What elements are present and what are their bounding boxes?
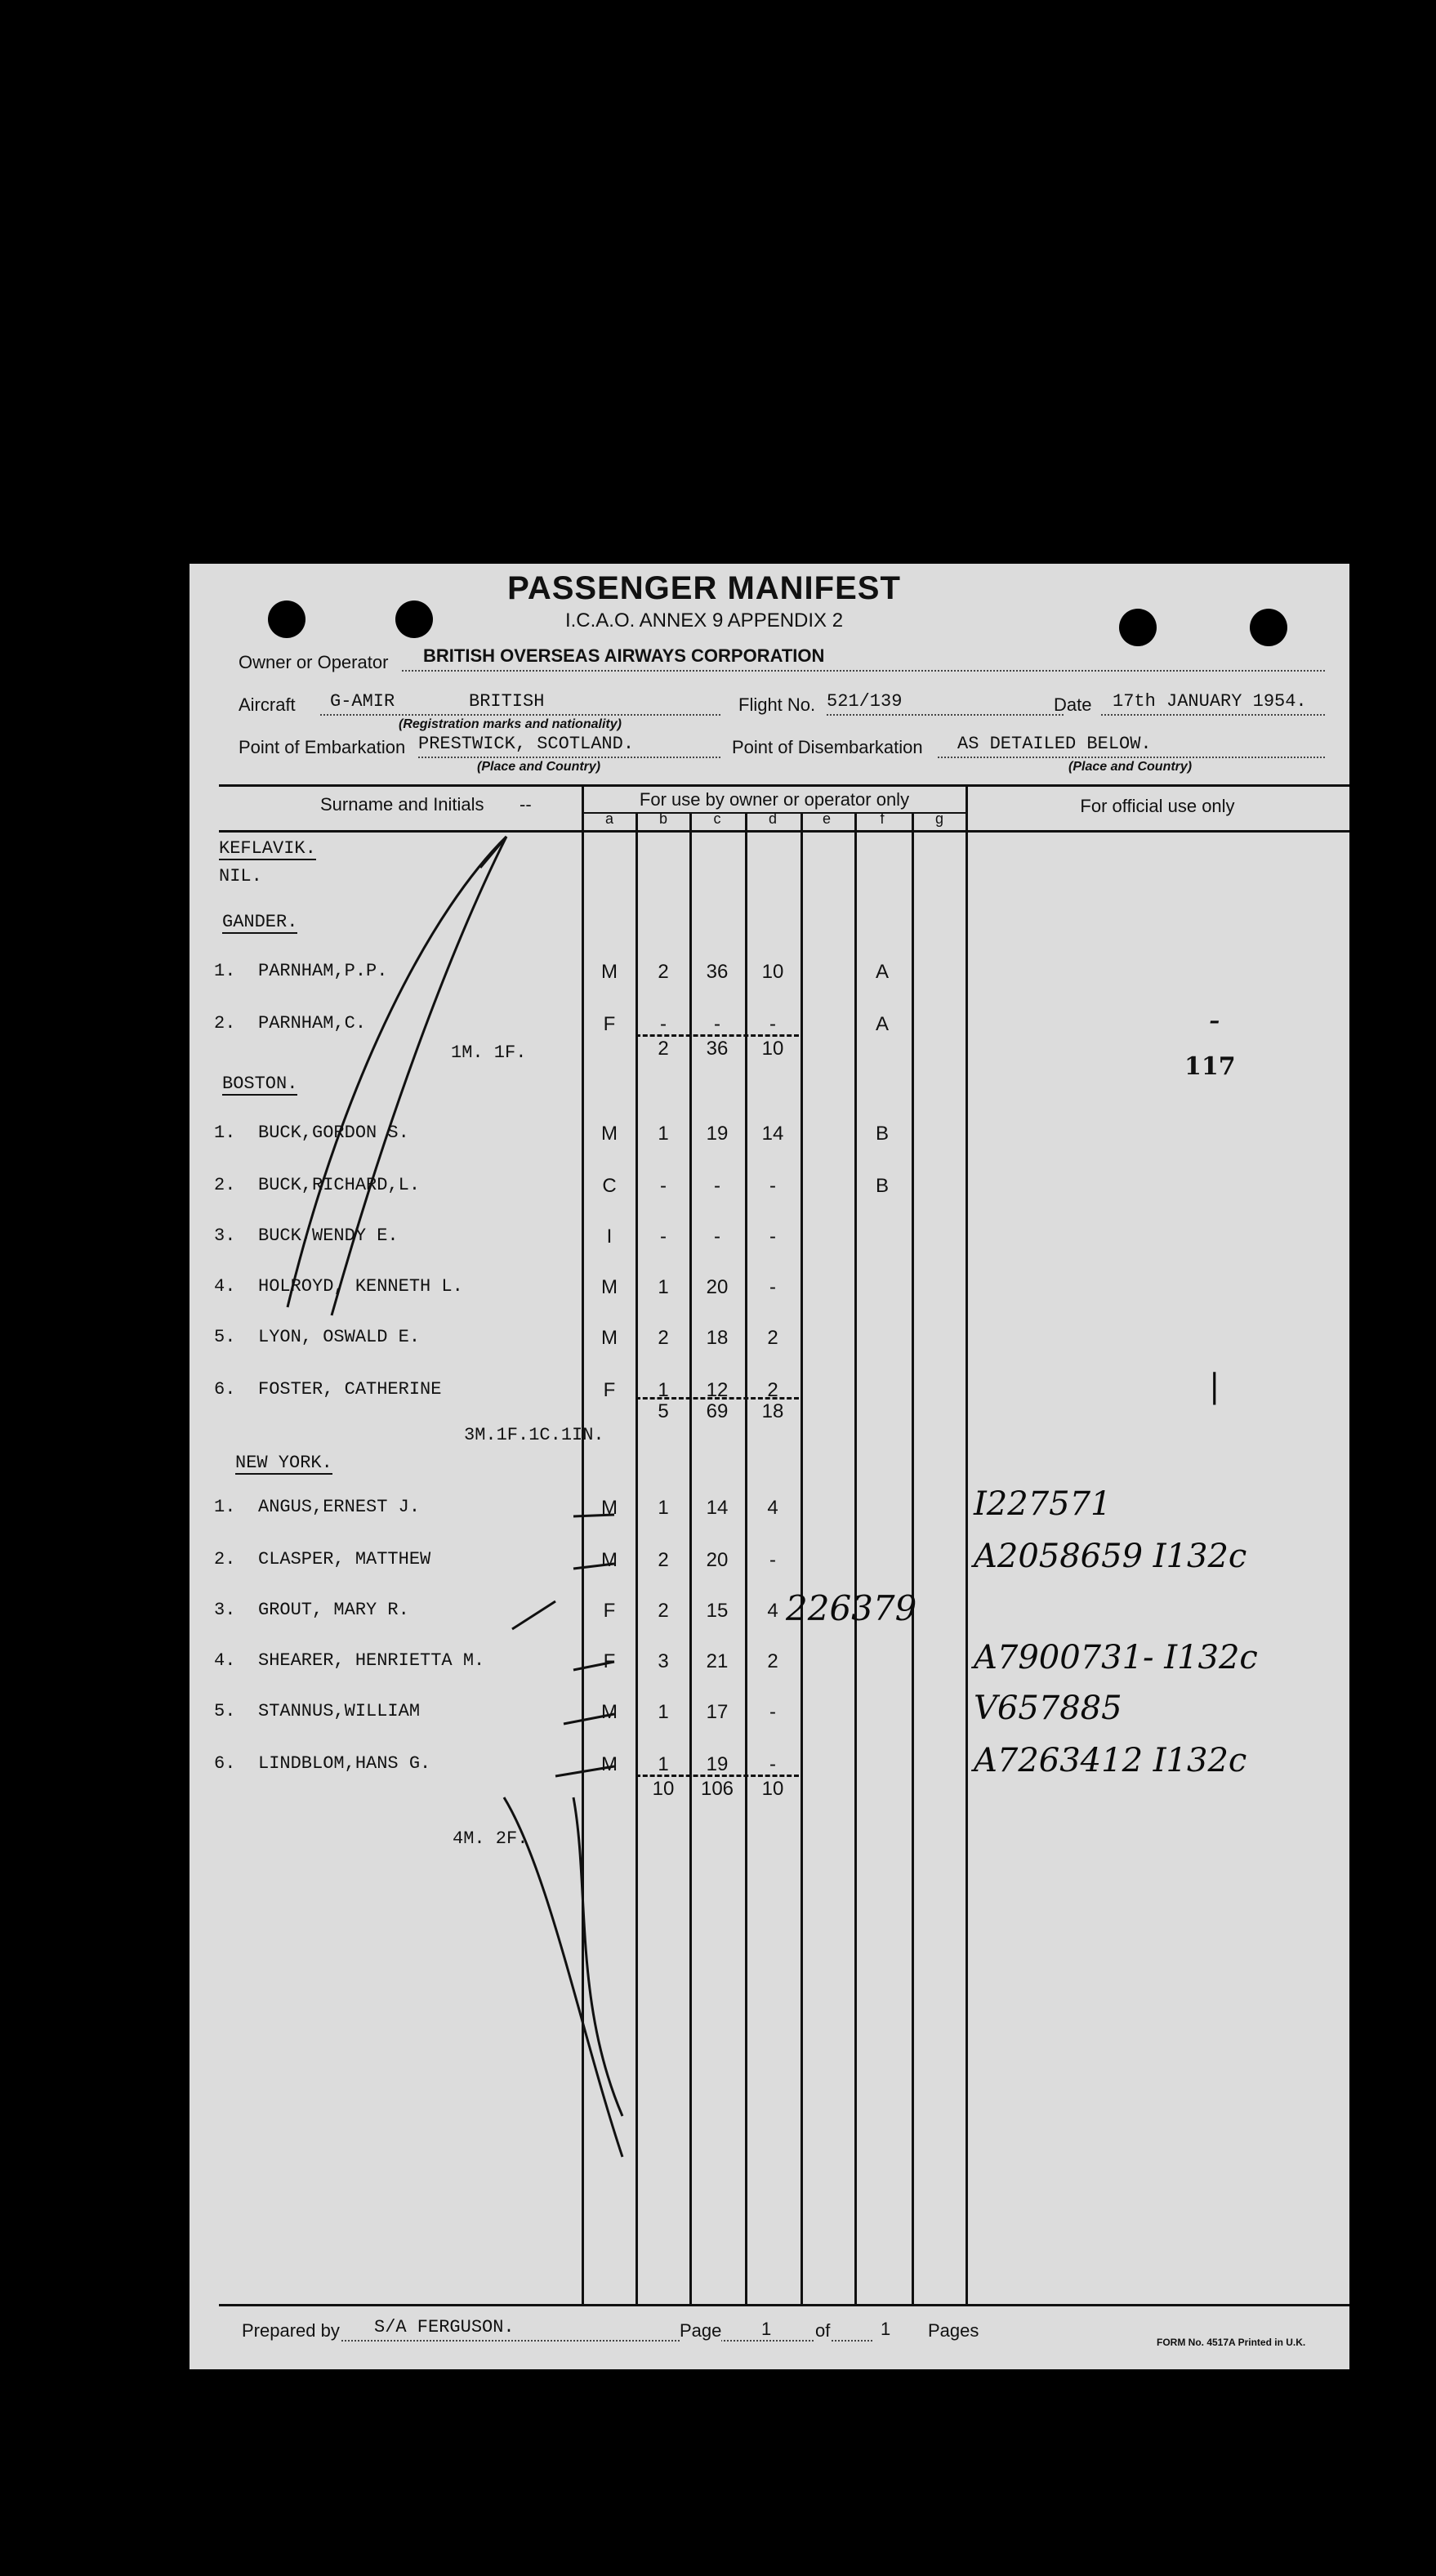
subtotal-d: 18 [761, 1400, 784, 1422]
row-number: 5. [214, 1327, 236, 1347]
official-entry: 226379 [786, 1588, 917, 1628]
cell-c: 19 [706, 1123, 729, 1145]
disembark-label: Point of Disembarkation [732, 737, 923, 757]
cell-d: - [769, 1175, 776, 1197]
cell-a: M [601, 1701, 618, 1723]
form-title: PASSENGER MANIFEST [507, 570, 901, 606]
pages-label: Pages [928, 2320, 979, 2341]
subtotal-label: 3M.1F.1C.1IN. [464, 1425, 604, 1445]
passenger-name: HOLROYD, KENNETH L. [258, 1276, 463, 1297]
cell-a: C [602, 1175, 617, 1197]
cell-d: - [769, 1701, 776, 1723]
disembark-value: AS DETAILED BELOW. [957, 734, 1152, 754]
subtotal-c: 36 [706, 1038, 729, 1060]
cell-d: 10 [761, 961, 784, 983]
cell-b: 1 [658, 1701, 669, 1723]
cell-c: 19 [706, 1753, 729, 1775]
section-gander: GANDER. [222, 912, 298, 932]
owner-value: BRITISH OVERSEAS AIRWAYS CORPORATION [423, 645, 825, 666]
cell-b: - [660, 1225, 667, 1248]
cell-a: F [603, 1650, 616, 1672]
cell-c: - [714, 1013, 720, 1035]
official-entry: A7263412 I132c [974, 1742, 1247, 1779]
passenger-name: GROUT, MARY R. [258, 1600, 409, 1620]
cell-f: B [875, 1175, 889, 1197]
cell-b: 2 [658, 961, 669, 983]
row-number: 2. [214, 1549, 236, 1569]
form-number: FORM No. 4517A Printed in U.K. [1157, 2337, 1306, 2348]
aircraft-reg: G-AMIR [330, 691, 395, 712]
cell-b: 1 [658, 1753, 669, 1775]
cell-d: - [769, 1753, 776, 1775]
of-label: of [815, 2320, 831, 2341]
embark-value: PRESTWICK, SCOTLAND. [418, 734, 635, 754]
cell-d: - [769, 1225, 776, 1248]
cell-b: 2 [658, 1600, 669, 1622]
cell-a: M [601, 1123, 618, 1145]
passenger-name: STANNUS,WILLIAM [258, 1701, 421, 1721]
sub-column-f: f [880, 810, 885, 827]
date-value: 17th JANUARY 1954. [1113, 691, 1307, 712]
sub-column-d: d [768, 810, 777, 827]
row-number: 2. [214, 1175, 236, 1195]
cell-a: M [601, 961, 618, 983]
official-entry: A7900731- I132c [974, 1639, 1258, 1676]
cell-b: - [660, 1175, 667, 1197]
subtotal-d: 10 [761, 1038, 784, 1060]
row-number: 4. [214, 1650, 236, 1671]
subtotal-label: 1M. 1F. [451, 1042, 527, 1063]
cell-b: 1 [658, 1379, 669, 1401]
cell-b: 3 [658, 1650, 669, 1672]
embark-label: Point of Embarkation [239, 737, 406, 757]
passenger-name: CLASPER, MATTHEW [258, 1549, 431, 1569]
pen-strokes [190, 564, 1349, 2369]
cell-a: M [601, 1497, 618, 1519]
cell-a: I [606, 1225, 613, 1248]
cell-c: 14 [706, 1497, 729, 1519]
owner-label: Owner or Operator [239, 652, 389, 672]
col-official-header: For official use only [1080, 796, 1235, 816]
row-number: 1. [214, 961, 236, 981]
subtotal-b: 10 [652, 1778, 675, 1800]
official-entry: A2058659 I132c [974, 1538, 1247, 1575]
aircraft-nationality: BRITISH [469, 691, 545, 712]
col-name-dash: -- [520, 794, 532, 815]
cell-d: 4 [767, 1497, 778, 1519]
passenger-name: PARNHAM,C. [258, 1013, 367, 1034]
manifest-page [190, 564, 1349, 2369]
aircraft-note: (Registration marks and nationality) [399, 717, 622, 731]
subtotal-c: 69 [706, 1400, 729, 1422]
passenger-name: FOSTER, CATHERINE [258, 1379, 442, 1400]
embark-note: (Place and Country) [477, 760, 601, 774]
section-keflavik: KEFLAVIK. [219, 838, 316, 859]
col-owner-header: For use by owner or operator only [639, 789, 910, 810]
sub-column-c: c [713, 810, 721, 827]
row-number: 6. [214, 1379, 236, 1400]
cell-f: A [875, 1013, 889, 1035]
cell-b: 2 [658, 1549, 669, 1571]
cell-b: 1 [658, 1276, 669, 1298]
cell-c: - [714, 1175, 720, 1197]
subtotal-b: 2 [658, 1038, 669, 1060]
passenger-name: ANGUS,ERNEST J. [258, 1497, 421, 1517]
cell-c: 17 [706, 1701, 729, 1723]
cell-b: - [660, 1013, 667, 1035]
cell-c: 20 [706, 1276, 729, 1298]
sub-column-b: b [658, 810, 667, 827]
row-number: 3. [214, 1600, 236, 1620]
page-label: Page [680, 2320, 722, 2341]
page-total: 1 [881, 2319, 891, 2339]
cell-c: 18 [706, 1327, 729, 1349]
flight-label: Flight No. [738, 694, 816, 715]
passenger-name: BUCK,WENDY E. [258, 1225, 399, 1246]
cell-b: 1 [658, 1497, 669, 1519]
page-number: 1 [761, 2319, 772, 2339]
cell-d: 2 [767, 1650, 778, 1672]
row-number: 4. [214, 1276, 236, 1297]
row-number: 2. [214, 1013, 236, 1034]
cell-f: B [875, 1123, 889, 1145]
official-entry: V657885 [974, 1690, 1122, 1727]
cell-a: F [603, 1013, 616, 1035]
cell-f: A [875, 961, 889, 983]
subtotal-c: 106 [700, 1778, 734, 1800]
cell-c: - [714, 1225, 720, 1248]
flight-number: 521/139 [827, 691, 903, 712]
subtotal-label: 4M. 2F. [453, 1828, 528, 1849]
disembark-note: (Place and Country) [1068, 760, 1193, 774]
date-label: Date [1054, 694, 1092, 715]
passenger-name: BUCK,RICHARD,L. [258, 1175, 421, 1195]
cell-c: 36 [706, 961, 729, 983]
cell-c: 21 [706, 1650, 729, 1672]
col-name-header: Surname and Initials [320, 794, 484, 815]
aircraft-label: Aircraft [239, 694, 296, 715]
cell-a: M [601, 1549, 618, 1571]
section-boston: BOSTON. [222, 1074, 298, 1094]
cell-d: 2 [767, 1327, 778, 1349]
official-entry: | [1209, 1368, 1220, 1405]
form-subtitle: I.C.A.O. ANNEX 9 APPENDIX 2 [564, 609, 844, 632]
cell-a: M [601, 1327, 618, 1349]
cell-c: 12 [706, 1379, 729, 1401]
cell-d: - [769, 1549, 776, 1571]
cell-a: F [603, 1600, 616, 1622]
prepared-label: Prepared by [242, 2320, 340, 2341]
cell-d: 14 [761, 1123, 784, 1145]
official-entry: - [1209, 1002, 1220, 1039]
subtotal-b: 5 [658, 1400, 669, 1422]
subtotal-d: 10 [761, 1778, 784, 1800]
section-keflavik-note: NIL. [219, 866, 262, 886]
cell-a: F [603, 1379, 616, 1401]
cell-d: - [769, 1276, 776, 1298]
row-number: 6. [214, 1753, 236, 1774]
cell-c: 20 [706, 1549, 729, 1571]
sub-column-a: a [604, 810, 613, 827]
official-entry: I227571 [974, 1485, 1112, 1523]
prepared-by: S/A FERGUSON. [374, 2317, 515, 2337]
section-new-york: NEW YORK. [235, 1453, 332, 1473]
cell-a: M [601, 1276, 618, 1298]
passenger-name: LINDBLOM,HANS G. [258, 1753, 431, 1774]
row-number: 3. [214, 1225, 236, 1246]
cell-d: 4 [767, 1600, 778, 1622]
cell-d: 2 [767, 1379, 778, 1401]
passenger-name: LYON, OSWALD E. [258, 1327, 421, 1347]
passenger-name: SHEARER, HENRIETTA M. [258, 1650, 485, 1671]
prepared-line [341, 2340, 872, 2342]
annotation-117: 117 [1184, 1052, 1236, 1081]
cell-b: 2 [658, 1327, 669, 1349]
cell-b: 1 [658, 1123, 669, 1145]
passenger-name: BUCK,GORDON S. [258, 1123, 409, 1143]
cell-c: 15 [706, 1600, 729, 1622]
cell-d: - [769, 1013, 776, 1035]
cell-a: M [601, 1753, 618, 1775]
sub-column-g: g [934, 810, 943, 827]
row-number: 1. [214, 1123, 236, 1143]
passenger-name: PARNHAM,P.P. [258, 961, 388, 981]
row-number: 5. [214, 1701, 236, 1721]
row-number: 1. [214, 1497, 236, 1517]
sub-column-e: e [822, 810, 831, 827]
